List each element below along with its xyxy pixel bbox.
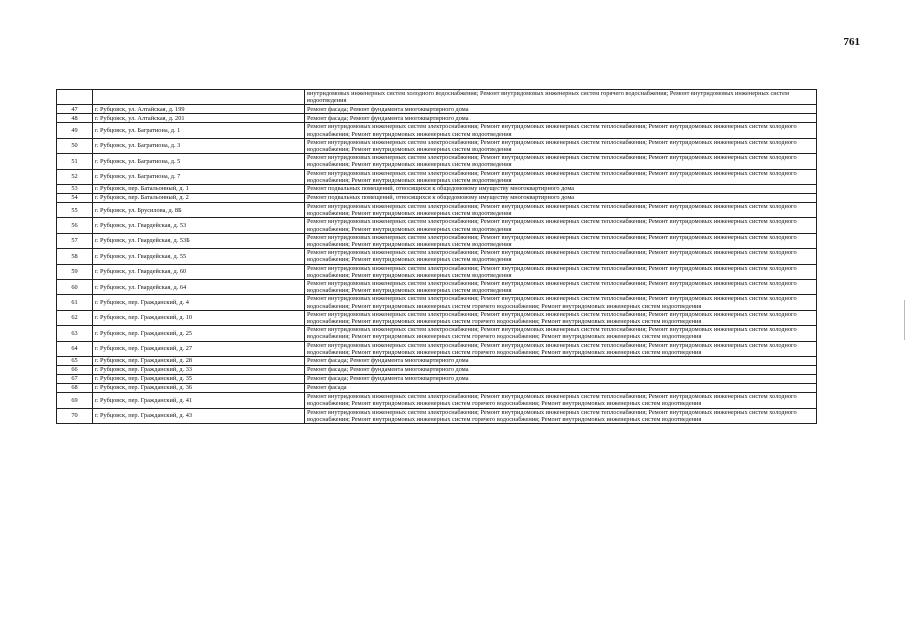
works-cell: Ремонт внутридомовых инженерных систем электроснабжения; Ремонт внутридомовых инженерных систем теплоснабжения; Ремонт внутридомовых инженерных систем холодного водоснабжения; Ремонт внутридомовых инженерных систем горячего водоснабжения; Ремонт внутридомовых инженерных систем водоотведения <box>305 408 817 423</box>
works-cell: Ремонт внутридомовых инженерных систем электроснабжения; Ремонт внутридомовых инженерных систем теплоснабжения; Ремонт внутридомовых инженерных систем холодного водоснабжения; Ремонт внутридомовых инженерных систем водоотведения <box>305 264 817 279</box>
works-cell: Ремонт внутридомовых инженерных систем электроснабжения; Ремонт внутридомовых инженерных систем теплоснабжения; Ремонт внутридомовых инженерных систем холодного водоснабжения; Ремонт внутридомовых инженерных систем водоотведения <box>305 218 817 233</box>
address-cell: г. Рубцовск, ул. Гвардейская, д. 53 <box>93 218 305 233</box>
row-number-cell: 64 <box>57 341 93 356</box>
row-number-cell: 50 <box>57 138 93 153</box>
works-cell: Ремонт внутридомовых инженерных систем электроснабжения; Ремонт внутридомовых инженерных систем теплоснабжения; Ремонт внутридомовых инженерных систем холодного водоснабжения; Ремонт внутридомовых инженерных систем водоотведения <box>305 249 817 264</box>
address-cell: г. Рубцовск, ул. Багратиона, д. 3 <box>93 138 305 153</box>
table-row <box>57 366 817 375</box>
works-cell: Ремонт фасада <box>305 384 817 393</box>
table-row <box>57 310 817 325</box>
table-row <box>57 169 817 184</box>
works-cell: внутридомовых инженерных систем холодного водоснабжения; Ремонт внутридомовых инженерных систем горячего водоснабжения; Ремонт внутридомовых инженерных систем водоотведения <box>305 90 817 105</box>
address-cell: г. Рубцовск, ул. Багратиона, д. 1 <box>93 123 305 138</box>
row-number-cell: 67 <box>57 375 93 384</box>
table-body <box>57 90 817 424</box>
works-cell: Ремонт внутридомовых инженерных систем электроснабжения; Ремонт внутридомовых инженерных систем теплоснабжения; Ремонт внутридомовых инженерных систем холодного водоснабжения; Ремонт внутридомовых инженерных систем горячего водоснабжения; Ремонт внутридомовых инженерных систем водоотведения <box>305 295 817 310</box>
row-number-cell: 69 <box>57 393 93 408</box>
works-cell: Ремонт фасада; Ремонт фундамента многоквартирного дома <box>305 114 817 123</box>
row-number-cell: 52 <box>57 169 93 184</box>
row-number-cell: 62 <box>57 310 93 325</box>
row-number-cell: 58 <box>57 249 93 264</box>
table-row <box>57 408 817 423</box>
address-cell: г. Рубцовск, ул. Гвардейская, д. 53Б <box>93 233 305 248</box>
table-row <box>57 341 817 356</box>
works-cell: Ремонт внутридомовых инженерных систем электроснабжения; Ремонт внутридомовых инженерных систем теплоснабжения; Ремонт внутридомовых инженерных систем холодного водоснабжения; Ремонт внутридомовых инженерных систем водоотведения <box>305 154 817 169</box>
row-number-cell: 63 <box>57 326 93 341</box>
row-number-cell: 54 <box>57 194 93 203</box>
row-number-cell: 65 <box>57 357 93 366</box>
repair-table <box>56 89 817 424</box>
table-row <box>57 105 817 114</box>
table-row <box>57 326 817 341</box>
row-number-cell: 53 <box>57 185 93 194</box>
address-cell: г. Рубцовск, пер. Батальонный, д. 2 <box>93 194 305 203</box>
table-row <box>57 393 817 408</box>
table-row <box>57 194 817 203</box>
address-cell: г. Рубцовск, пер. Гражданский, д. 4 <box>93 295 305 310</box>
address-cell: г. Рубцовск, ул. Гвардейская, д. 55 <box>93 249 305 264</box>
page-number: 761 <box>843 36 860 48</box>
table-row <box>57 233 817 248</box>
table-row <box>57 203 817 218</box>
row-number-cell: 68 <box>57 384 93 393</box>
table-row <box>57 114 817 123</box>
row-number-cell: 48 <box>57 114 93 123</box>
table-row <box>57 264 817 279</box>
works-cell: Ремонт внутридомовых инженерных систем электроснабжения; Ремонт внутридомовых инженерных систем теплоснабжения; Ремонт внутридомовых инженерных систем холодного водоснабжения; Ремонт внутридомовых инженерных систем водоотведения <box>305 138 817 153</box>
scan-edge-mark <box>901 300 905 340</box>
works-cell: Ремонт подвальных помещений, относящихся к общедомовому имуществу многоквартирного дома <box>305 185 817 194</box>
row-number-cell: 49 <box>57 123 93 138</box>
address-cell: г. Рубцовск, пер. Гражданский, д. 41 <box>93 393 305 408</box>
row-number-cell: 61 <box>57 295 93 310</box>
works-cell: Ремонт внутридомовых инженерных систем электроснабжения; Ремонт внутридомовых инженерных систем теплоснабжения; Ремонт внутридомовых инженерных систем холодного водоснабжения; Ремонт внутридомовых инженерных систем горячего водоснабжения; Ремонт внутридомовых инженерных систем водоотведения <box>305 393 817 408</box>
table-row <box>57 218 817 233</box>
address-cell: г. Рубцовск, ул. Гвардейская, д. 60 <box>93 264 305 279</box>
row-number-cell: 56 <box>57 218 93 233</box>
works-cell: Ремонт фасада; Ремонт фундамента многоквартирного дома <box>305 357 817 366</box>
works-cell: Ремонт внутридомовых инженерных систем электроснабжения; Ремонт внутридомовых инженерных систем теплоснабжения; Ремонт внутридомовых инженерных систем холодного водоснабжения; Ремонт внутридомовых инженерных систем водоотведения <box>305 280 817 295</box>
address-cell <box>93 90 305 105</box>
row-number-cell: 47 <box>57 105 93 114</box>
address-cell: г. Рубцовск, ул. Брусилова, д. 8Б <box>93 203 305 218</box>
table-row <box>57 123 817 138</box>
row-number-cell: 60 <box>57 280 93 295</box>
address-cell: г. Рубцовск, ул. Багратиона, д. 5 <box>93 154 305 169</box>
works-cell: Ремонт фасада; Ремонт фундамента многоквартирного дома <box>305 375 817 384</box>
address-cell: г. Рубцовск, пер. Гражданский, д. 43 <box>93 408 305 423</box>
works-cell: Ремонт внутридомовых инженерных систем электроснабжения; Ремонт внутридомовых инженерных систем теплоснабжения; Ремонт внутридомовых инженерных систем холодного водоснабжения; Ремонт внутридомовых инженерных систем водоотведения <box>305 169 817 184</box>
row-number-cell <box>57 90 93 105</box>
table-row <box>57 90 817 105</box>
works-cell: Ремонт подвальных помещений, относящихся к общедомовому имуществу многоквартирного дома <box>305 194 817 203</box>
table-row <box>57 185 817 194</box>
table-row <box>57 375 817 384</box>
address-cell: г. Рубцовск, пер. Гражданский, д. 36 <box>93 384 305 393</box>
address-cell: г. Рубцовск, ул. Алтайская, д. 201 <box>93 114 305 123</box>
table-row <box>57 295 817 310</box>
works-cell: Ремонт внутридомовых инженерных систем электроснабжения; Ремонт внутридомовых инженерных систем теплоснабжения; Ремонт внутридомовых инженерных систем холодного водоснабжения; Ремонт внутридомовых инженерных систем горячего водоснабжения; Ремонт внутридомовых инженерных систем водоотведения <box>305 310 817 325</box>
row-number-cell: 57 <box>57 233 93 248</box>
works-cell: Ремонт внутридомовых инженерных систем электроснабжения; Ремонт внутридомовых инженерных систем теплоснабжения; Ремонт внутридомовых инженерных систем холодного водоснабжения; Ремонт внутридомовых инженерных систем водоотведения <box>305 233 817 248</box>
works-cell: Ремонт внутридомовых инженерных систем электроснабжения; Ремонт внутридомовых инженерных систем теплоснабжения; Ремонт внутридомовых инженерных систем холодного водоснабжения; Ремонт внутридомовых инженерных систем водоотведения <box>305 203 817 218</box>
address-cell: г. Рубцовск, пер. Гражданский, д. 35 <box>93 375 305 384</box>
table-row <box>57 384 817 393</box>
address-cell: г. Рубцовск, ул. Гвардейская, д. 64 <box>93 280 305 295</box>
works-cell: Ремонт фасада; Ремонт фундамента многоквартирного дома <box>305 105 817 114</box>
table-row <box>57 138 817 153</box>
works-cell: Ремонт фасада; Ремонт фундамента многоквартирного дома <box>305 366 817 375</box>
row-number-cell: 66 <box>57 366 93 375</box>
address-cell: г. Рубцовск, ул. Алтайская, д. 199 <box>93 105 305 114</box>
address-cell: г. Рубцовск, пер. Гражданский, д. 25 <box>93 326 305 341</box>
table-row <box>57 357 817 366</box>
address-cell: г. Рубцовск, пер. Гражданский, д. 27 <box>93 341 305 356</box>
address-cell: г. Рубцовск, ул. Багратиона, д. 7 <box>93 169 305 184</box>
table-row <box>57 154 817 169</box>
address-cell: г. Рубцовск, пер. Гражданский, д. 33 <box>93 366 305 375</box>
works-cell: Ремонт внутридомовых инженерных систем электроснабжения; Ремонт внутридомовых инженерных систем теплоснабжения; Ремонт внутридомовых инженерных систем холодного водоснабжения; Ремонт внутридомовых инженерных систем водоотведения <box>305 123 817 138</box>
row-number-cell: 55 <box>57 203 93 218</box>
row-number-cell: 70 <box>57 408 93 423</box>
table-row <box>57 249 817 264</box>
address-cell: г. Рубцовск, пер. Батальонный, д. 1 <box>93 185 305 194</box>
table-row <box>57 280 817 295</box>
row-number-cell: 51 <box>57 154 93 169</box>
works-cell: Ремонт внутридомовых инженерных систем электроснабжения; Ремонт внутридомовых инженерных систем теплоснабжения; Ремонт внутридомовых инженерных систем холодного водоснабжения; Ремонт внутридомовых инженерных систем горячего водоснабжения; Ремонт внутридомовых инженерных систем водоотведения <box>305 341 817 356</box>
row-number-cell: 59 <box>57 264 93 279</box>
works-cell: Ремонт внутридомовых инженерных систем электроснабжения; Ремонт внутридомовых инженерных систем теплоснабжения; Ремонт внутридомовых инженерных систем холодного водоснабжения; Ремонт внутридомовых инженерных систем горячего водоснабжения; Ремонт внутридомовых инженерных систем водоотведения <box>305 326 817 341</box>
address-cell: г. Рубцовск, пер. Гражданский, д. 10 <box>93 310 305 325</box>
address-cell: г. Рубцовск, пер. Гражданский, д. 28 <box>93 357 305 366</box>
